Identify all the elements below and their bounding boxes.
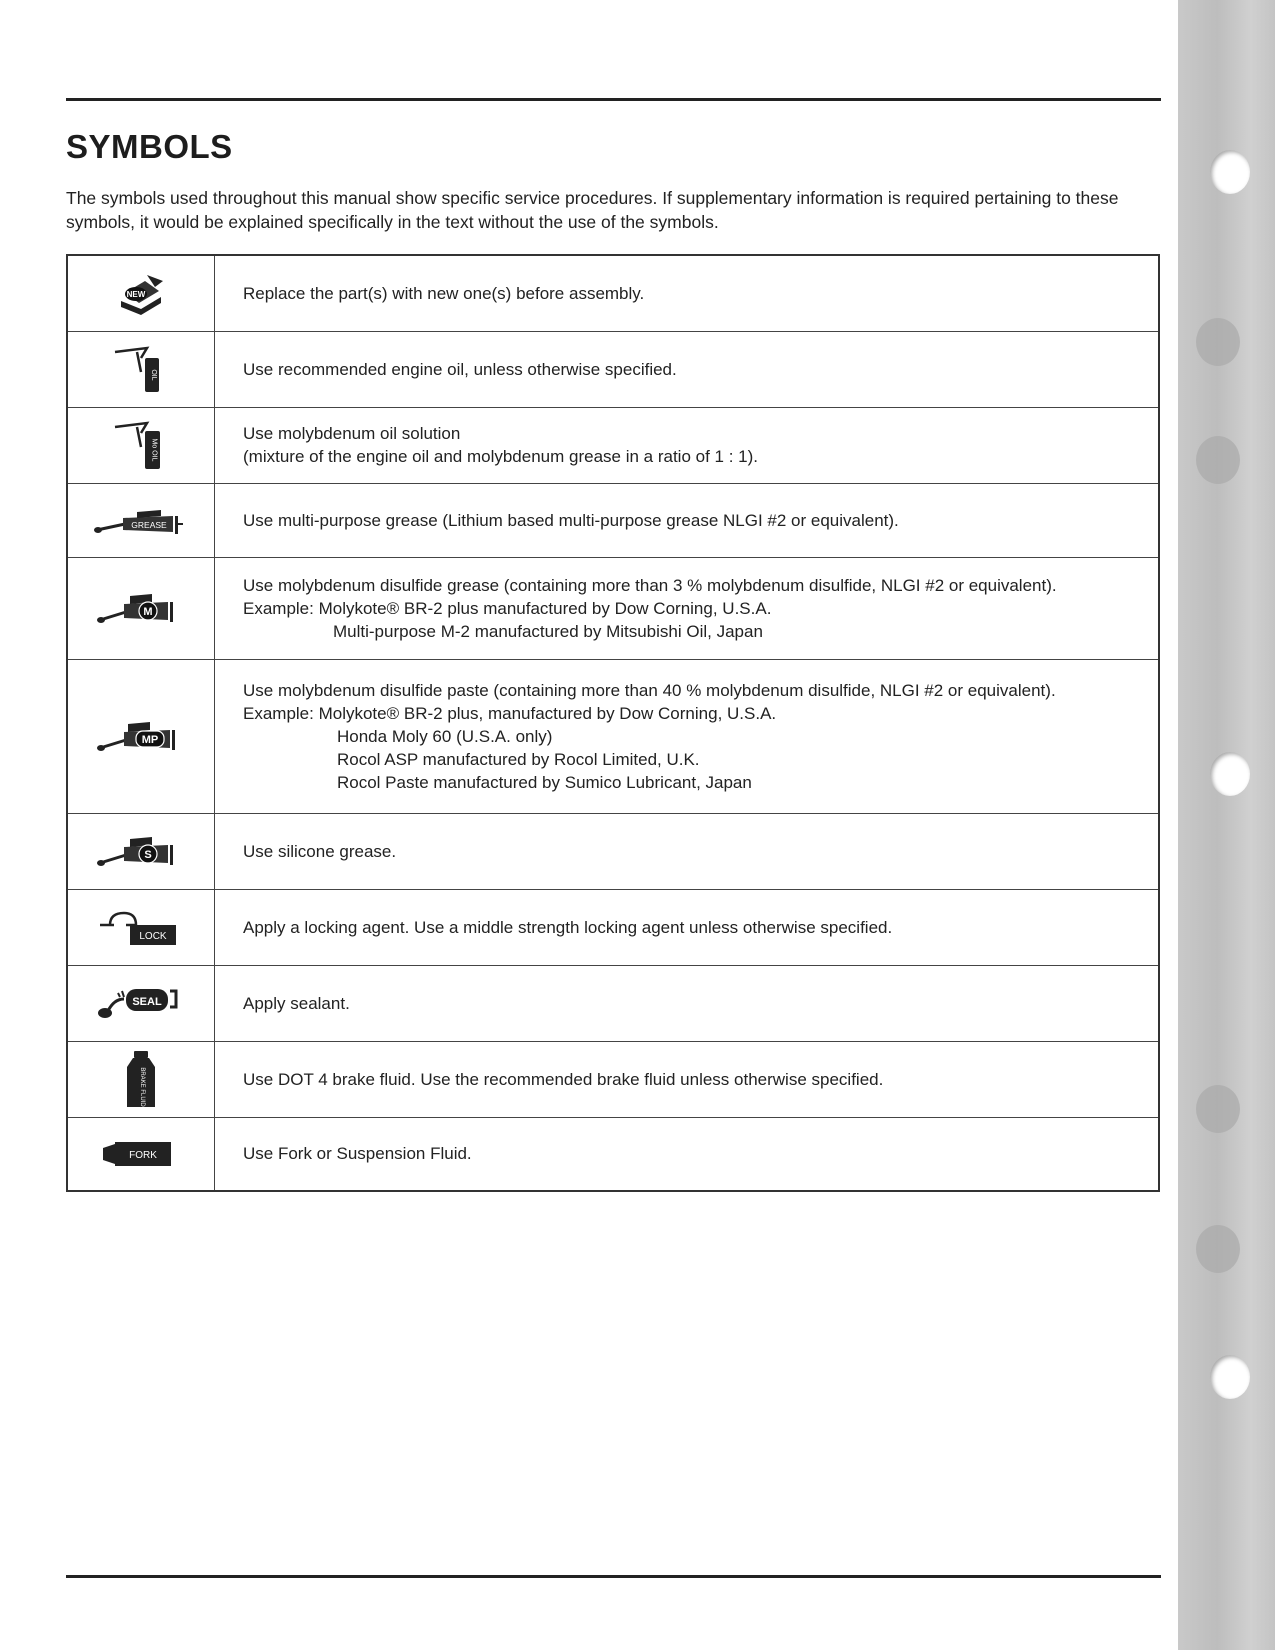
table-row [67,1117,1159,1191]
description-line: (mixture of the engine oil and molybdenum grease in a ratio of 1 : 1). [243,447,759,466]
table-row [67,255,1159,331]
binder-strip [1178,0,1275,1650]
icon-cell [67,659,215,813]
svg-text:NEW: NEW [126,290,146,300]
binder-spot [1196,1085,1240,1133]
svg-text:SEAL: SEAL [132,996,162,1008]
svg-text:M: M [143,606,153,618]
description-cell [215,557,1160,659]
svg-text:LOCK: LOCK [139,931,167,942]
svg-text:OIL: OIL [150,369,157,381]
icon-cell [67,255,215,331]
description-line: Rocol Paste manufactured by Sumico Lubricant, Japan [337,772,752,792]
description-line: Use Fork or Suspension Fluid. [243,1144,472,1164]
table-row [67,483,1159,557]
description-line: Use recommended engine oil, unless otherwise specified. [243,359,677,379]
molybdenum-oil-icon [111,436,171,462]
new-part-icon [111,284,171,301]
description-cell [215,483,1160,557]
description-cell [215,1041,1160,1117]
table-row [67,889,1159,965]
icon-cell [67,889,215,965]
fork-fluid-icon [101,1145,181,1162]
description-line: Use molybdenum disulfide grease (containing more than 3 % molybdenum disulfide, NLGI #2 or equivalent). [243,575,1057,595]
binder-hole [1210,1355,1250,1399]
table-row [67,659,1159,813]
description-cell [215,965,1160,1041]
table-row [67,557,1159,659]
description-line: Use multi-purpose grease (Lithium based multi-purpose grease NLGI #2 or equivalent). [243,510,899,530]
icon-cell [67,813,215,889]
description-line: Use molybdenum oil solution [243,424,461,443]
icon-cell [67,557,215,659]
binder-spot [1196,1225,1240,1273]
description-line: Rocol ASP manufactured by Rocol Limited, U.K. [337,749,700,769]
icon-cell [67,331,215,407]
description-cell [215,407,1160,483]
top-rule [66,98,1161,101]
description-line: Multi-purpose M-2 manufactured by Mitsubishi Oil, Japan [333,621,763,641]
description-cell [215,659,1160,813]
binder-hole [1210,150,1250,194]
table-row [67,813,1159,889]
moly-paste-icon [96,727,186,744]
silicone-grease-icon [96,842,186,859]
svg-text:MP: MP [141,734,159,746]
description-line: Use molybdenum disulfide paste (containing more than 40 % molybdenum disulfide, NLGI #2 or equivalent). [243,680,1056,700]
svg-text:BRAKE FLUID: BRAKE FLUID [139,1067,145,1107]
description-line: Apply a locking agent. Use a middle strength locking agent unless otherwise specified. [243,917,893,937]
intro-paragraph: The symbols used throughout this manual show specific service procedures. If supplementary information is required pertaining to these symbols, it would be explained specifically in the text without the use of the symbols. [66,188,1119,232]
moly-grease-icon [96,599,186,616]
page-title: SYMBOLS [66,128,233,165]
description-cell [215,889,1160,965]
sealant-icon [96,994,186,1011]
description-cell [215,255,1160,331]
description-cell [215,331,1160,407]
icon-cell [67,1041,215,1117]
table-row [67,331,1159,407]
description-line: Example: Molykote® BR-2 plus manufactured by Dow Corning, U.S.A. [243,598,772,618]
bottom-rule [66,1575,1161,1578]
description-cell [215,813,1160,889]
table-row [67,1041,1159,1117]
description-line: Replace the part(s) with new one(s) before assembly. [243,283,645,303]
description-line: Use silicone grease. [243,841,397,861]
description-line: Apply sealant. [243,993,350,1013]
binder-spot [1196,436,1240,484]
icon-cell [67,407,215,483]
icon-cell [67,1117,215,1191]
svg-text:S: S [144,849,152,861]
symbols-table [66,254,1160,1192]
description-line: Use DOT 4 brake fluid. Use the recommended brake fluid unless otherwise specified. [243,1069,884,1089]
table-row [67,965,1159,1041]
icon-cell [67,965,215,1041]
table-row [67,407,1159,483]
svg-text:FORK: FORK [129,1149,157,1161]
binder-spot [1196,318,1240,366]
svg-text:GREASE: GREASE [131,520,167,530]
binder-hole [1210,752,1250,796]
icon-cell [67,483,215,557]
locking-agent-icon [96,918,186,942]
description-line: Honda Moly 60 (U.S.A. only) [337,726,553,746]
description-cell [215,1117,1160,1191]
grease-icon [93,511,189,528]
brake-fluid-icon [121,1067,161,1107]
description-line: Example: Molykote® BR-2 plus, manufactured by Dow Corning, U.S.A. [243,703,777,723]
engine-oil-icon [111,360,171,381]
svg-text:Mo OIL: Mo OIL [150,438,158,462]
